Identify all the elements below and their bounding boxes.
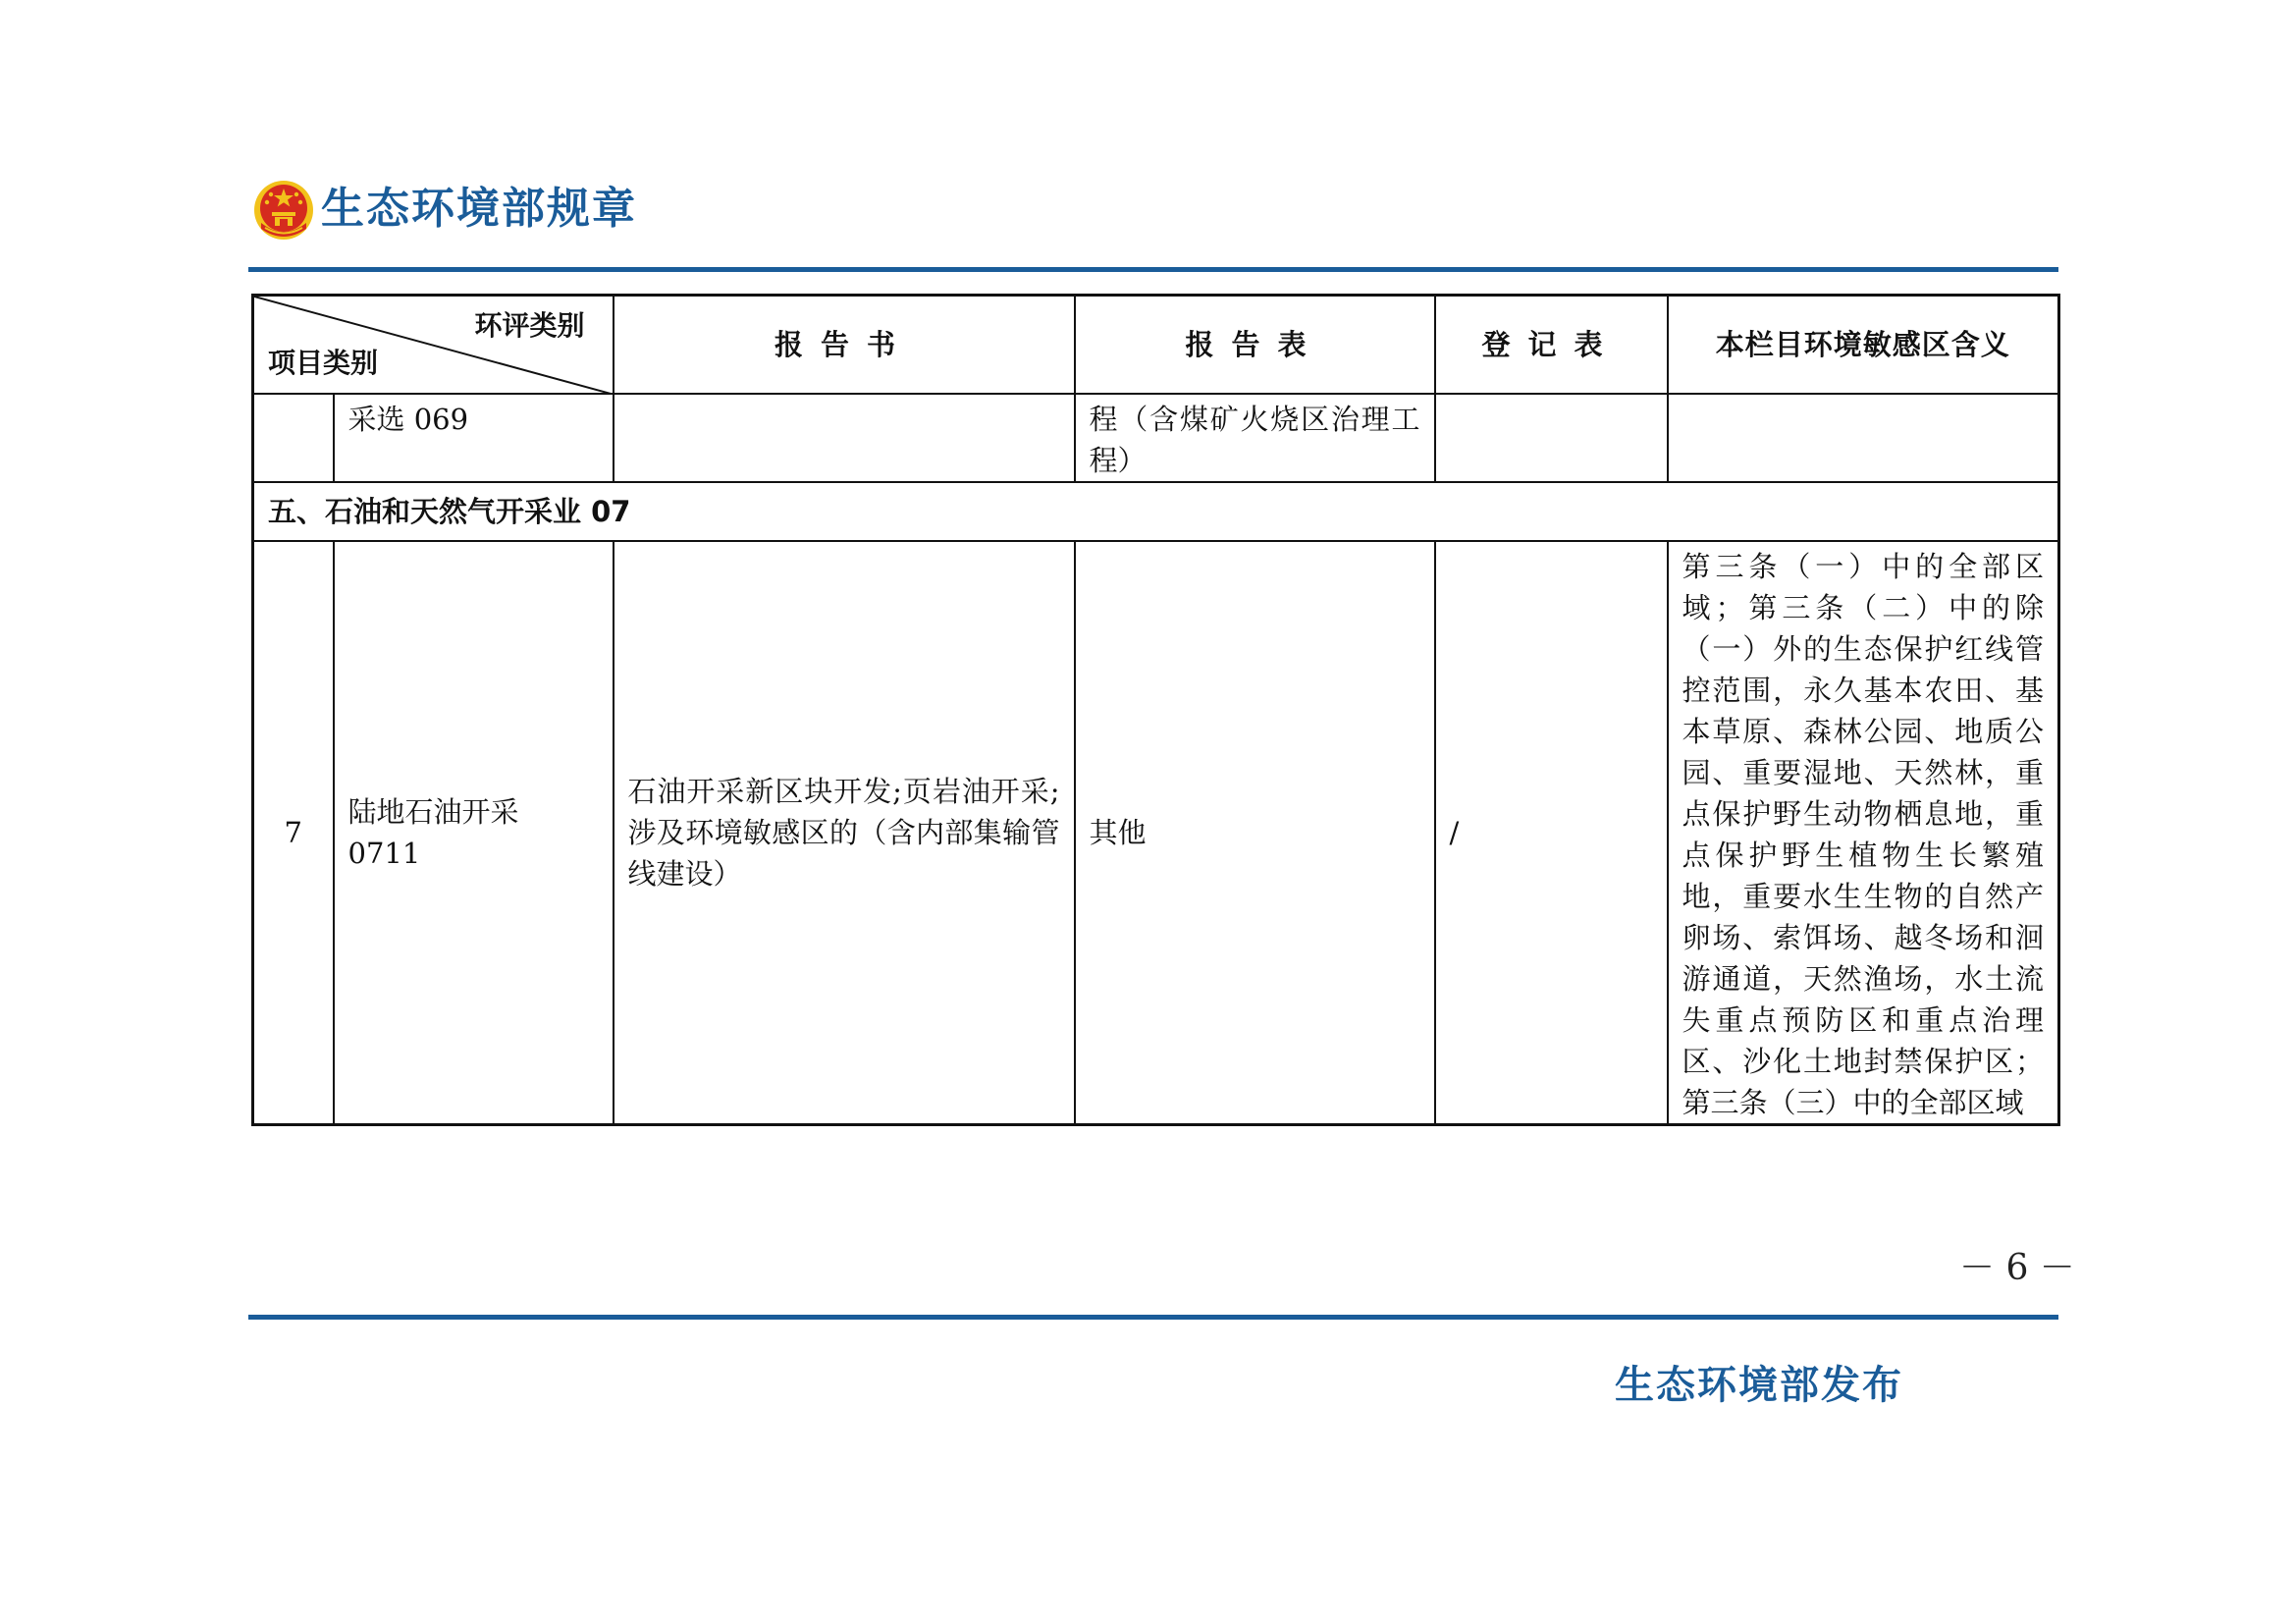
diagonal-header-cell <box>253 296 614 394</box>
header-report-book: 报告书 <box>614 296 1075 394</box>
national-emblem-icon <box>253 180 314 241</box>
header-rule <box>248 267 2058 272</box>
cell-report-book: 石油开采新区块开发;页岩油开采;涉及环境敏感区的（含内部集输管线建设） <box>614 541 1075 1125</box>
table-row <box>253 541 2059 1125</box>
footer-publisher: 生态环境部发布 <box>1615 1363 1903 1408</box>
footer-rule <box>248 1315 2058 1320</box>
eia-classification-table <box>251 294 2060 1126</box>
section-heading-cell: 五、石油和天然气开采业 07 <box>253 482 2059 541</box>
header-registration-form: 登记表 <box>1435 296 1668 394</box>
cell-project-category: 陆地石油开采 0711 <box>334 541 614 1125</box>
table-row-continuation <box>253 394 2059 482</box>
diag-header-eia-category: 环评类别 <box>474 309 585 342</box>
table-header-row <box>253 296 2059 394</box>
cell-continuation-report-book <box>614 394 1075 482</box>
cell-sensitive-area: 第三条（一）中的全部区域；第三条（二）中的除（一）外的生态保护红线管控范围，永久基本农田、基本草原、森林公园、地质公园、重要湿地、天然林，重点保护野生动物栖息地，重点保护野生植物生长繁殖地，重要水生生物的自然产卵场、索饵场、越冬场和洄游通道，天然渔场，水土流失重点预防区和重点治理区、沙化土地封禁保护区；第三条（三）中的全部区域 <box>1668 541 2059 1125</box>
diag-header-project-category: 项目类别 <box>268 346 379 379</box>
cell-continuation-registration <box>1435 394 1668 482</box>
cell-continuation-sensitive-area <box>1668 394 2059 482</box>
table-section-row <box>253 482 2059 541</box>
cell-row-number: 7 <box>253 541 334 1125</box>
cell-report-form: 其他 <box>1075 541 1435 1125</box>
cell-registration-form: / <box>1435 541 1668 1125</box>
cell-continuation-report-form: 程（含煤矿火烧区治理工程） <box>1075 394 1435 482</box>
page-header-title: 生态环境部规章 <box>321 184 637 234</box>
cell-continuation-category: 采选 069 <box>334 394 614 482</box>
page-number: － 6 － <box>1959 1248 2075 1288</box>
cell-continuation-num <box>253 394 334 482</box>
header-sensitive-area: 本栏目环境敏感区含义 <box>1668 296 2059 394</box>
header-report-form: 报告表 <box>1075 296 1435 394</box>
